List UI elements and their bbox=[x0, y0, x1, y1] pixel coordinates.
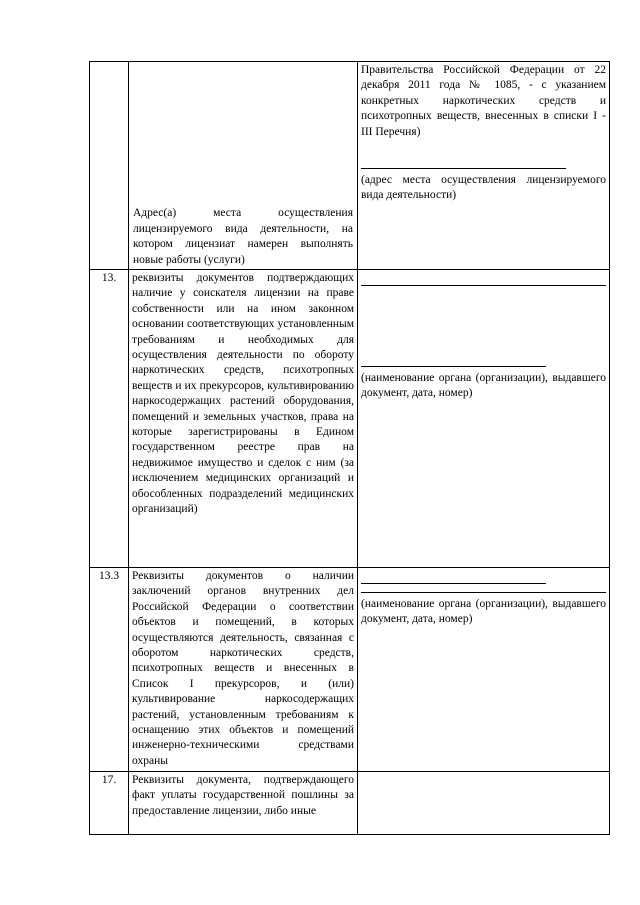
value-text: Правительства Российской Федерации от 22 декабря 2011 года № 1085, - с указанием конкретных наркотических средств и психотропных веществ, внесенных в списки I - III Перечня) bbox=[361, 64, 606, 138]
row-description: Реквизиты документов о наличии заключений органов внутренних дел Российской Федерации о соответствии объектов и помещений, в которых осуществляются деятельность, связанная с оборотом наркотических средств, психотропных веществ и внесенных в Список I прекурсоров, и (или) культивирование наркосодержащих растений, установленным требованиям к оснащению этих объектов и помещений инженерно-техническими средствами охраны bbox=[129, 568, 358, 772]
row-description: реквизиты документов подтверждающих наличие у соискателя лицензии на праве собственности или на ином законном основании соответствующих установленным требованиям и необходимых для осуществления деятельности по обороту наркотических средств, психотропных веществ и их прекурсоров, культивированию наркосодержащих растений оборудования, помещений и земельных участков, права на которые зарегистрированы в Едином государственном реестре прав на недвижимое имущество и сделок с ним (за исключением медицинских организаций и обособленных подразделений медицинских организаций) bbox=[129, 270, 358, 568]
row-value-cell bbox=[358, 62, 610, 270]
fill-in-line bbox=[361, 366, 546, 367]
row-number: 17. bbox=[90, 772, 129, 835]
table-row bbox=[90, 270, 610, 568]
license-requirements-table bbox=[89, 61, 610, 835]
fill-in-line bbox=[361, 285, 606, 286]
row-value-cell bbox=[358, 772, 610, 835]
fill-in-line bbox=[361, 168, 566, 169]
fill-in-line bbox=[361, 592, 606, 593]
table-row bbox=[90, 568, 610, 772]
row-value-cell bbox=[358, 270, 610, 568]
table-row bbox=[90, 62, 610, 270]
value-caption: (наименование органа (организации), выдавшего документ, дата, номер) bbox=[361, 598, 606, 626]
row-description: Адрес(а) места осуществления лицензируемого вида деятельности, на котором лицензиат намерен выполнять новые работы (услуги) bbox=[133, 207, 353, 266]
fill-in-line bbox=[361, 583, 546, 584]
row-number: 13. bbox=[90, 270, 129, 568]
table-row bbox=[90, 772, 610, 835]
row-value-cell bbox=[358, 568, 610, 772]
row-number bbox=[90, 62, 129, 270]
row-number: 13.3 bbox=[90, 568, 129, 772]
row-description-cell bbox=[129, 62, 358, 270]
row-description: Реквизиты документа, подтверждающего факт уплаты государственной пошлины за предоставление лицензии, либо иные bbox=[129, 772, 358, 835]
value-caption: (адрес места осуществления лицензируемого вида деятельности) bbox=[361, 174, 606, 202]
value-caption: (наименование органа (организации), выдавшего документ, дата, номер) bbox=[361, 372, 606, 400]
